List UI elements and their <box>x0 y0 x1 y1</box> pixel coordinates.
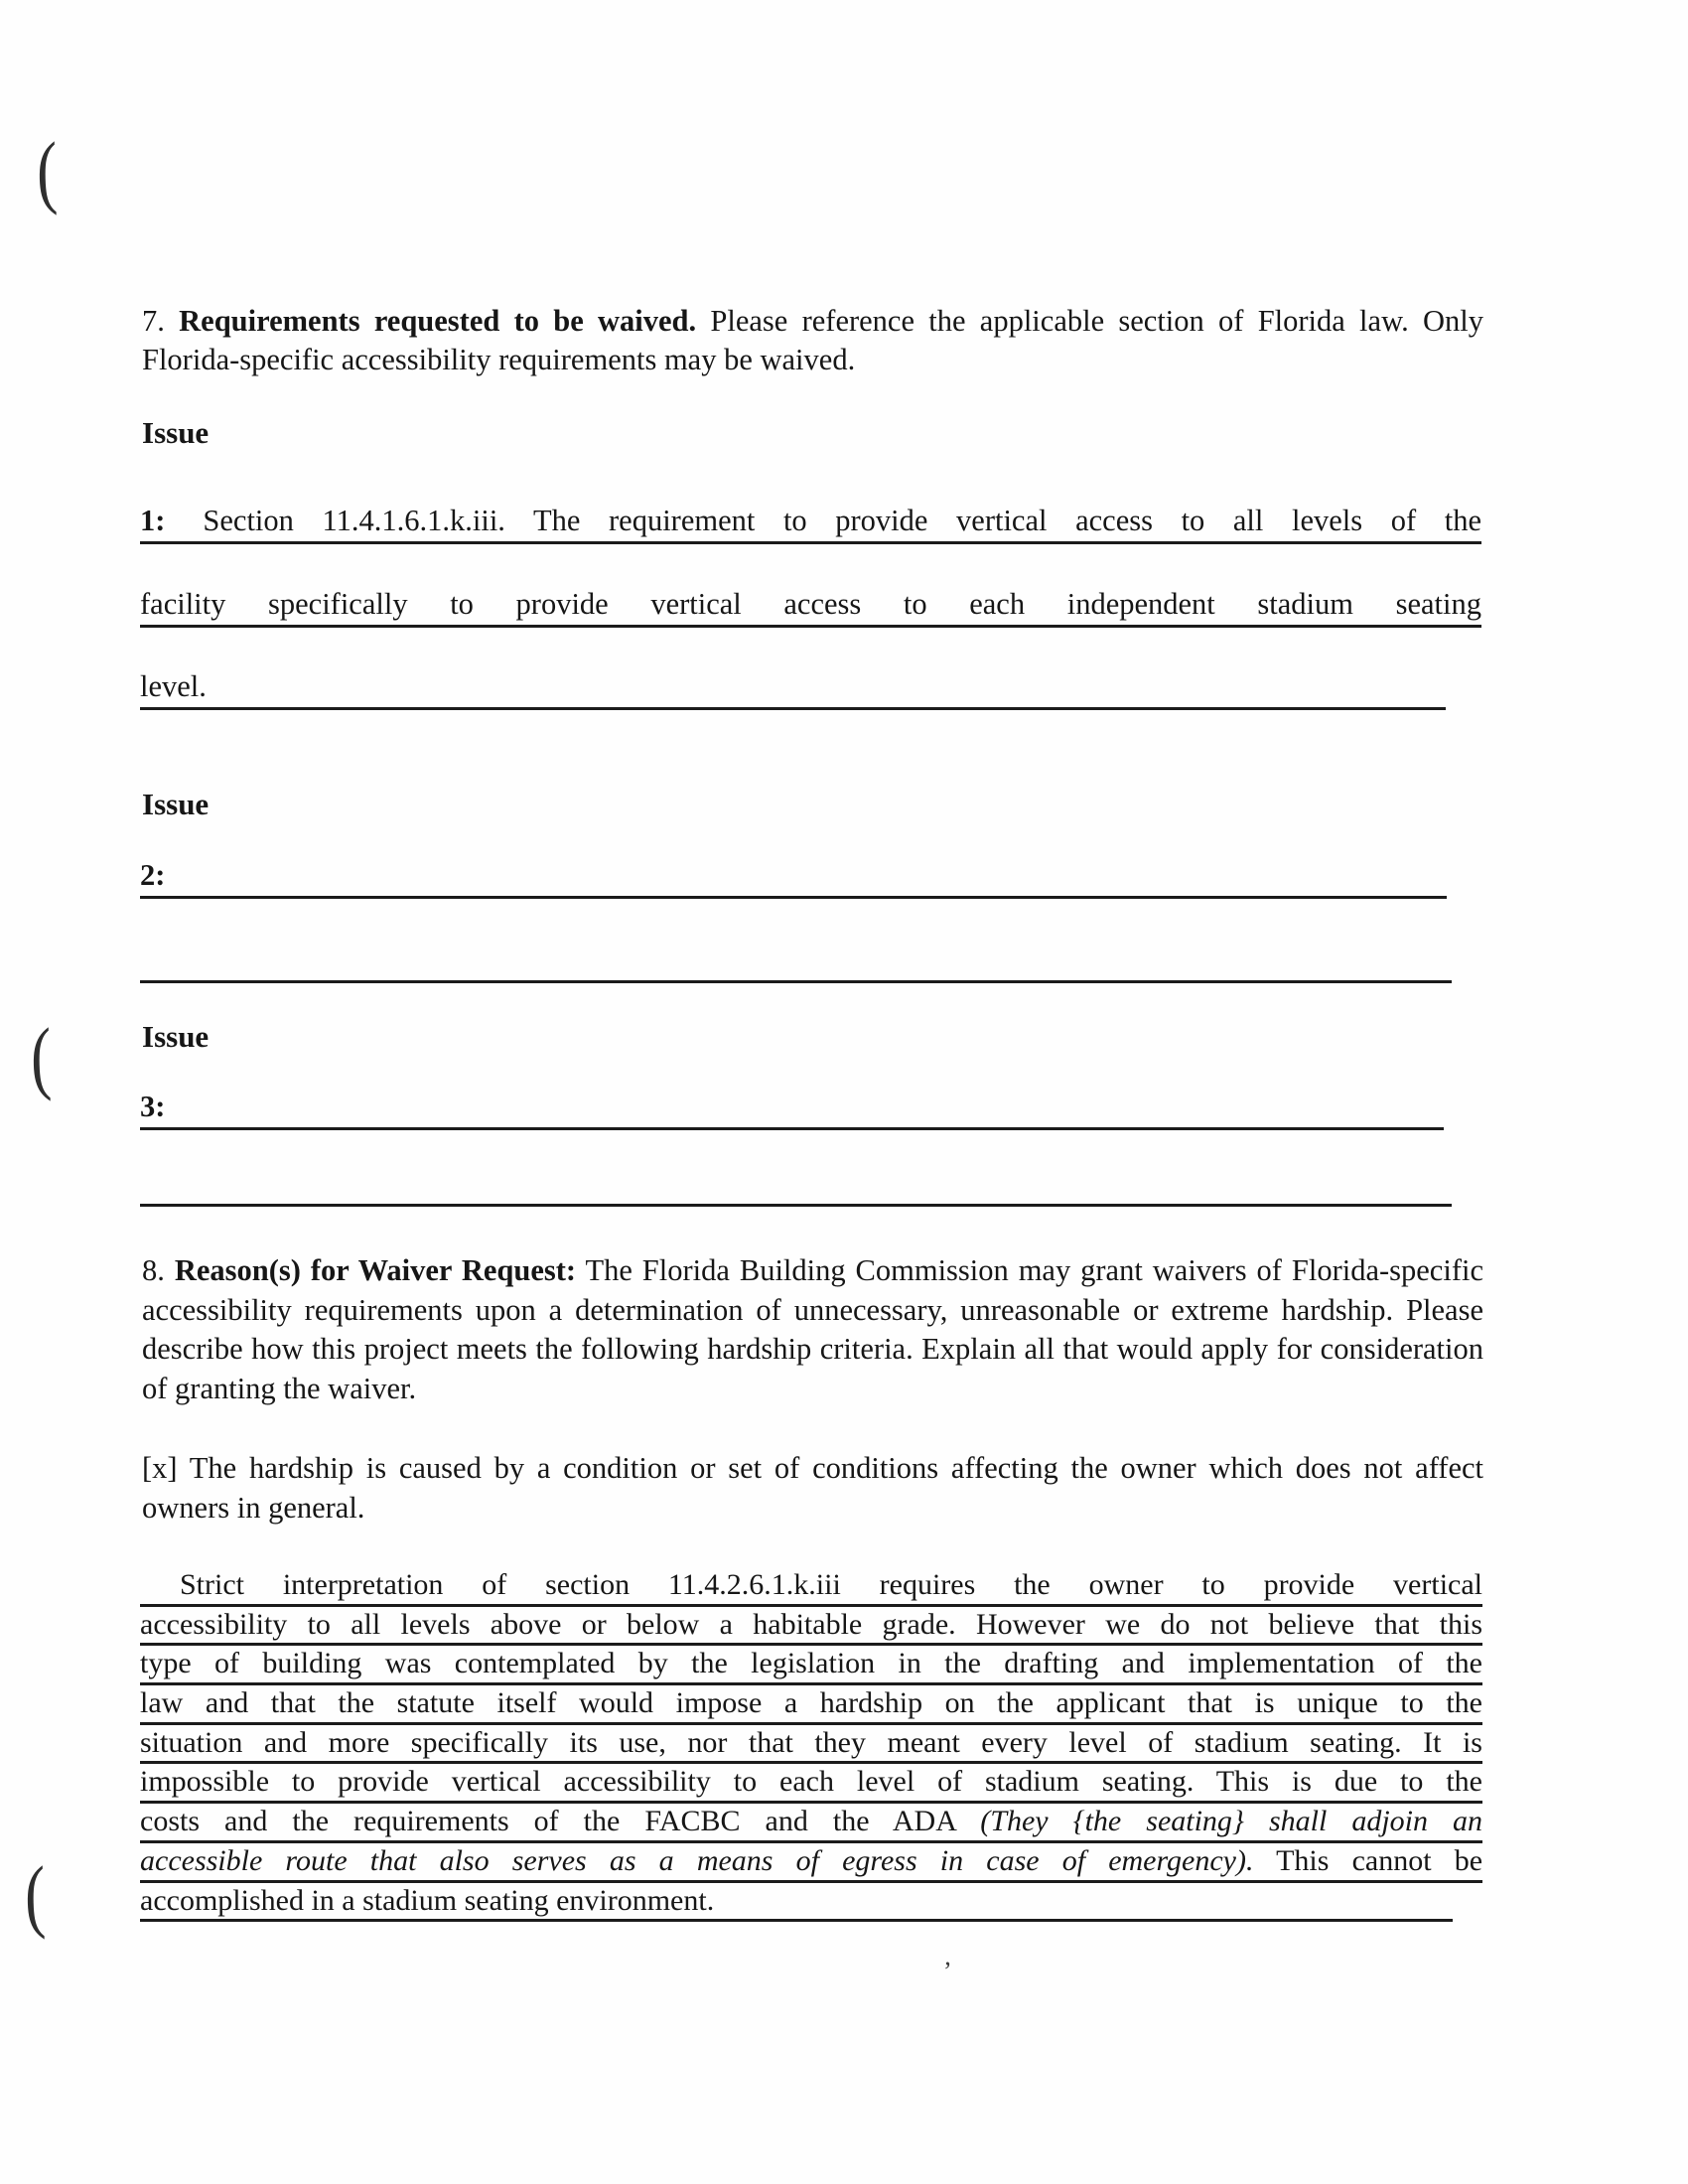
scan-mark-paren-bottom: ( <box>23 1849 47 1941</box>
answer-line <box>140 1764 1482 1804</box>
checkbox-checked: [x] <box>142 1451 178 1485</box>
answer-line-text: accomplished in a stadium seating environment. <box>140 1883 715 1917</box>
answer-line <box>140 1725 1482 1765</box>
answer-line-last <box>140 1883 1453 1923</box>
issue-3-line-1 <box>140 1087 1444 1130</box>
issue-heading-1: Issue <box>142 415 210 450</box>
answer-line-text: type of building was contemplated by the legislation in the drafting and implementation of the <box>140 1647 1482 1680</box>
scan-mark-tick: ’ <box>943 1957 952 1985</box>
section-8-title: Reason(s) for Waiver Request: <box>174 1253 577 1287</box>
issue-1-line-1-text: Section 11.4.1.6.1.k.iii. The requirement to provide vertical access to all levels of the <box>203 504 1481 537</box>
answer-line-italic-text: (They {the seating} shall adjoin an <box>980 1805 1482 1838</box>
section-7-text: Please reference the applicable section of Florida law. Only Florida-specific accessibility requirements may be waived. <box>142 304 1484 376</box>
issue-1-line-2-text: facility specifically to provide vertical access to each independent stadium seating <box>140 587 1481 621</box>
section-8-paragraph <box>142 1251 1483 1408</box>
issue-1-number: 1: <box>140 504 166 537</box>
section-8-number: 8. <box>142 1253 165 1287</box>
answer-line-text: accessibility to all levels above or below a habitable grade. However we do not believe that this <box>140 1607 1482 1641</box>
answer-line <box>140 1843 1482 1883</box>
section-7-number: 7. <box>142 304 165 338</box>
issue-1-line-3 <box>140 666 1446 710</box>
scan-mark-paren-top: ( <box>35 125 59 217</box>
issue-3-line-2-blank <box>140 1163 1452 1207</box>
answer-line <box>140 1607 1482 1647</box>
answer-line <box>140 1646 1482 1685</box>
answer-line-text: impossible to provide vertical accessibility to each level of stadium seating. This is due to the <box>140 1765 1482 1799</box>
answer-line-text: law and that the statute itself would impose a hardship on the applicant that is unique to the <box>140 1686 1482 1720</box>
answer-line-text: costs and the requirements of the FACBC and the ADA <box>140 1805 981 1838</box>
issue-2-line-1 <box>140 855 1447 899</box>
issue-1-line-3-text: level. <box>140 669 207 703</box>
issue-2-number: 2: <box>140 858 166 892</box>
answer-line-italic-text: accessible route that also serves as a means of egress in case of emergency). <box>140 1843 1254 1877</box>
scan-mark-paren-middle: ( <box>29 1011 53 1102</box>
issue-heading-2: Issue <box>142 787 210 821</box>
issue-1-line-2 <box>140 584 1481 628</box>
answer-line <box>140 1567 1482 1607</box>
section-7-paragraph <box>142 302 1483 379</box>
section-7-title: Requirements requested to be waived. <box>179 304 697 338</box>
answer-line <box>140 1685 1482 1725</box>
issue-heading-3: Issue <box>142 1019 210 1054</box>
answer-line <box>140 1804 1482 1843</box>
waiver-reason-answer <box>140 1567 1482 1922</box>
issue-2-line-2-blank <box>140 940 1452 983</box>
answer-line-text: situation and more specifically its use, nor that they meant every level of stadium seating. It is <box>140 1725 1482 1759</box>
answer-line-text: This cannot be <box>1253 1843 1482 1877</box>
hardship-criterion-paragraph <box>142 1448 1483 1528</box>
answer-line-text: Strict interpretation of section 11.4.2.6.1.k.iii requires the owner to provide vertical <box>180 1568 1482 1601</box>
section-8-text: The Florida Building Commission may grant waivers of Florida-specific accessibility requirements upon a determination of unnecessary, unreasonable or extreme hardship. Please describe how this project meets the following hardship criteria. Explain all that would apply for consideration of granting the waiver. <box>142 1253 1483 1405</box>
issue-3-number: 3: <box>140 1090 166 1123</box>
issue-1-line-1 <box>140 501 1481 544</box>
hardship-criterion-text: The hardship is caused by a condition or set of conditions affecting the owner which does not affect owners in general. <box>142 1451 1484 1525</box>
